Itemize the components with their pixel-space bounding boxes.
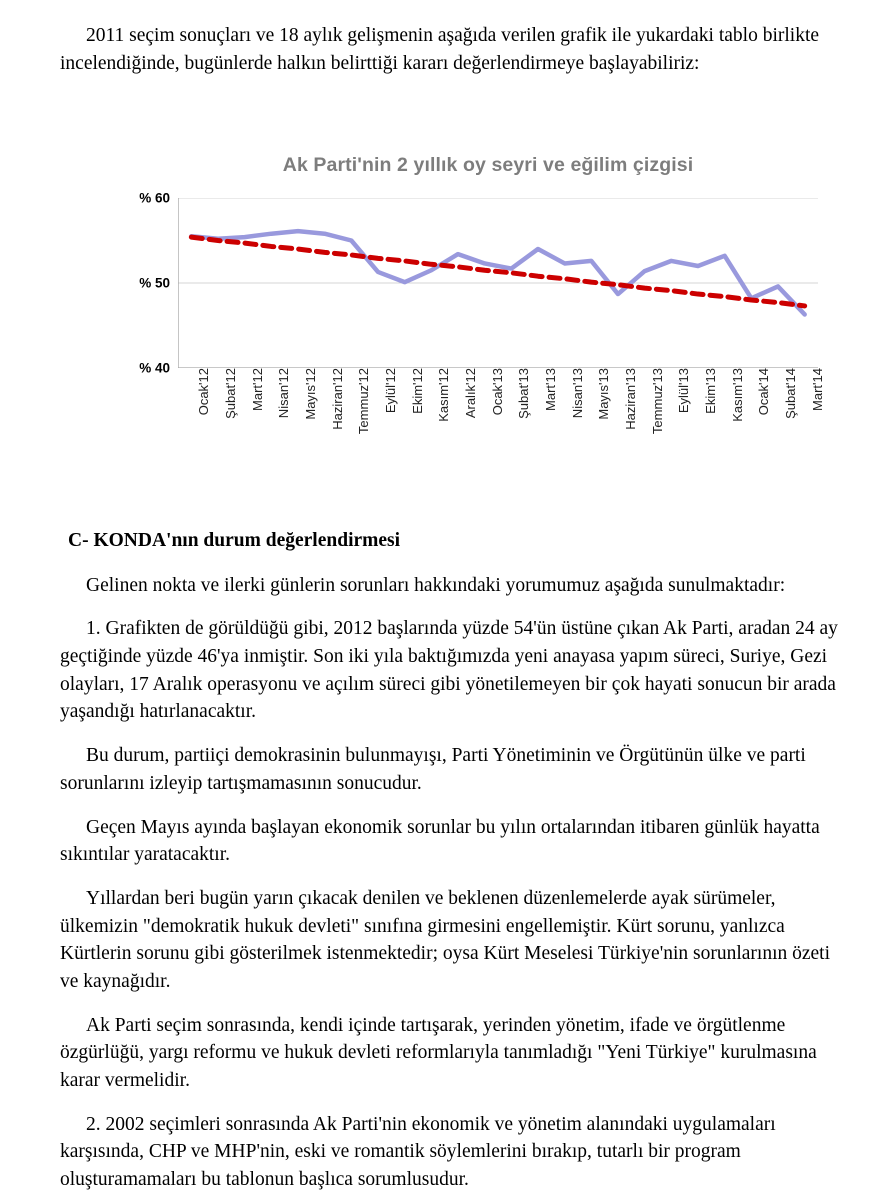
x-axis-tick-label: Kasım'12 bbox=[436, 368, 452, 422]
x-axis-tick-label: Nisan'12 bbox=[276, 368, 292, 419]
trend-series-line bbox=[191, 237, 804, 306]
x-axis-tick-label: Şubat'13 bbox=[516, 368, 532, 419]
x-axis-tick-label: Ocak'14 bbox=[756, 368, 772, 416]
x-axis-tick-label: Ekim'12 bbox=[409, 368, 425, 414]
paragraph-2: Bu durum, partiiçi demokrasinin bulunmayışı, Parti Yönetiminin ve Örgütünün ülke ve parti sorunlarını izleyip tartışmamasının sonucudur. bbox=[60, 745, 806, 794]
y-axis-tick-label: % 40 bbox=[139, 360, 170, 376]
x-axis-tick-label: Aralık'12 bbox=[463, 368, 478, 419]
body-block bbox=[60, 527, 840, 1194]
x-axis-tick-label: Mart'14 bbox=[809, 368, 825, 411]
paragraph-6: 2. 2002 seçimleri sonrasında Ak Parti'nin ekonomik ve yönetim alanındaki uygulamaları karşısında, CHP ve MHP'nin, eski ve romantik söylemlerini bırakıp, tutarlı bir program oluşturamamaları bu tablonun başlıca sorumlusudur. bbox=[60, 1113, 776, 1191]
chart-title: Ak Parti'nin 2 yıllık oy seyri ve eğilim çizgisi bbox=[282, 154, 694, 176]
paragraph-5: Ak Parti seçim sonrasında, kendi içinde tartışarak, yerinden yönetim, ifade ve örgütlenme özgürlüğü, yargı reformu ve hukuk devleti reformlarıyla tanımladığı "Yeni Türkiye" kurulmasına karar vermelidir. bbox=[60, 1014, 817, 1091]
y-axis-tick-label: % 50 bbox=[139, 275, 170, 291]
x-axis-tick-label: Mayıs'13 bbox=[596, 368, 612, 420]
x-axis-tick-label: Haziran'13 bbox=[623, 368, 638, 430]
section-heading: C- KONDA'nın durum değerlendirmesi bbox=[68, 530, 401, 551]
paragraph-1: 1. Grafikten de görüldüğü gibi, 2012 başlarında yüzde 54'ün üstüne çıkan Ak Parti, aradan 24 ay geçtiğinde yüzde 46'ya inmiştir. Son iki yıla baktığımızda yeni anayasa yapım süreci, Suriye, Gezi olayları, 17 Aralık operasyonu ve açılım süreci gibi yönetilemeyen bir çok hayati sonucun bir arada yaşandığı hatırlanacaktır. bbox=[60, 618, 838, 723]
x-axis-tick-label: Ocak'13 bbox=[489, 368, 505, 416]
x-axis-tick-label: Ekim'13 bbox=[703, 368, 718, 414]
x-axis-tick-label: Haziran'12 bbox=[329, 368, 345, 430]
x-axis-tick-label: Eylül'12 bbox=[383, 368, 398, 414]
intro-paragraph: 2011 seçim sonuçları ve 18 aylık gelişmenin aşağıda verilen grafik ile yukardaki tablo birlikte incelendiğinde, bugünlerde halkın belirttiği kararı değerlendirmeye başlayabiliriz: bbox=[60, 25, 820, 74]
chart-plot bbox=[178, 198, 818, 368]
paragraph-3: Geçen Mayıs ayında başlayan ekonomik sorunlar bu yılın ortalarından itibaren günlük hayatta sıkıntılar yaratacaktır. bbox=[60, 816, 820, 866]
x-axis-tick-label: Mart'12 bbox=[249, 368, 265, 411]
x-axis-labels bbox=[178, 368, 825, 460]
x-axis-tick-label: Şubat'12 bbox=[223, 368, 238, 419]
x-axis-tick-label: Şubat'14 bbox=[783, 368, 798, 419]
x-axis-tick-label: Mayıs'12 bbox=[303, 368, 318, 420]
x-axis-tick-label: Eylül'13 bbox=[676, 368, 692, 414]
x-axis-tick-label: Temmuz'13 bbox=[649, 368, 665, 435]
y-axis-tick-label: % 60 bbox=[139, 190, 170, 206]
paragraph-4: Yıllardan beri bugün yarın çıkacak denilen ve beklenen düzenlemelerde ayak sürümeler, ülkemizin "demokratik hukuk devleti" sınıfına girmesini engellemiştir. Kürt sorunu, yanlızca Kürtlerin sorunu gibi gösterilmek istenmektedir; oysa Kürt Meselesi Türkiye'nin sorunlarının özeti ve kaynağıdır. bbox=[60, 887, 831, 992]
x-axis-tick-label: Nisan'13 bbox=[569, 368, 585, 419]
y-axis-labels bbox=[118, 190, 174, 376]
x-axis-tick-label: Kasım'13 bbox=[729, 368, 745, 422]
vote-trend-chart bbox=[118, 150, 825, 460]
paragraph-0: Gelinen nokta ve ilerki günlerin sorunları hakkındaki yorumumuz aşağıda sunulmaktadır: bbox=[86, 574, 786, 596]
x-axis-tick-label: Ocak'12 bbox=[196, 368, 212, 416]
x-axis-tick-label: Mart'13 bbox=[543, 368, 558, 411]
x-axis-tick-label: Temmuz'12 bbox=[356, 368, 372, 435]
intro-block bbox=[60, 22, 832, 77]
